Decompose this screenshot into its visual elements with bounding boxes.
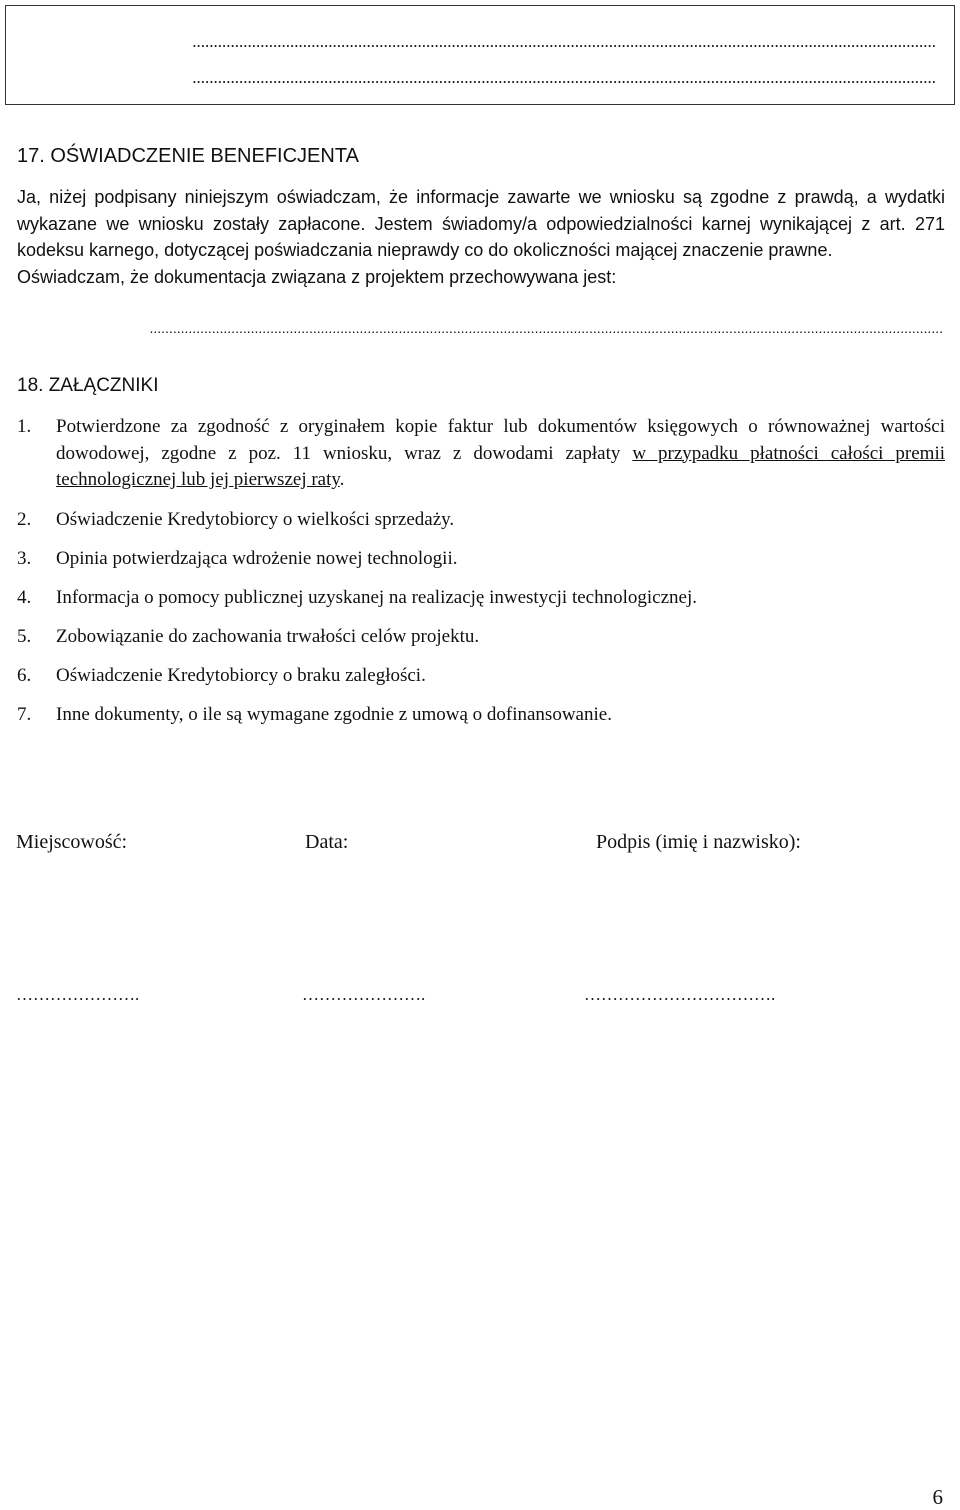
list-item-number: 1.: [17, 416, 32, 437]
dotted-line-2: ...............................................................................................................................................................................: [192, 68, 936, 87]
list-item-number: 4.: [17, 586, 32, 608]
list-item-text: Oświadczenie Kredytobiorcy o wielkości sprzedaży.: [56, 508, 455, 530]
date-label: Data:: [305, 831, 349, 853]
list-item-text: Oświadczenie Kredytobiorcy o braku zaległości.: [56, 664, 426, 686]
dotted-line-1: ...............................................................................................................................................................................: [192, 32, 936, 51]
list-item: [17, 663, 945, 689]
list-item-number: 2.: [17, 508, 32, 530]
page-number: 6: [932, 1485, 943, 1509]
list-item-number: 3.: [17, 547, 32, 569]
list-item-text: Informacja o pomocy publicznej uzyskanej na realizację inwestycji technologicznej.: [56, 586, 697, 608]
date-field: ………………….: [302, 985, 426, 1004]
list-item: [17, 414, 945, 494]
list-item-text: [56, 414, 945, 494]
list-item-number: 7.: [17, 703, 32, 725]
storage-location-dotted-line: ............................................................................................................................................................................................................: [149, 320, 943, 336]
list-item-text: Inne dokumenty, o ile są wymagane zgodnie z umową o dofinansowanie.: [56, 703, 612, 725]
list-item-number: 5.: [17, 625, 32, 647]
list-item-text: Zobowiązanie do zachowania trwałości celów projektu.: [56, 625, 480, 647]
list-item: [17, 624, 945, 650]
list-item-text-plain: Potwierdzone za zgodność z oryginałem kopie faktur lub dokumentów księgowych o równoważnej wartości dowodowej, zgodne z poz. 11 wniosku, wraz z dowodami zapłaty: [56, 416, 945, 464]
list-item: [17, 507, 945, 533]
signature-label: Podpis (imię i nazwisko):: [596, 831, 801, 853]
signature-field: …………………………….: [584, 985, 776, 1004]
list-item-text-end: .: [339, 469, 345, 490]
storage-statement: Oświadczam, że dokumentacja związana z projektem przechowywana jest:: [17, 266, 617, 287]
place-field: ………………….: [16, 985, 140, 1004]
list-item: [17, 585, 945, 611]
list-item-number: 6.: [17, 664, 32, 686]
list-item: [17, 702, 945, 728]
section-18-title: 18. ZAŁĄCZNIKI: [17, 375, 159, 396]
section-17-title: 17. OŚWIADCZENIE BENEFICJENTA: [17, 145, 359, 167]
place-label: Miejscowość:: [16, 831, 128, 853]
section-17-body: [17, 184, 945, 290]
attachments-list: [17, 414, 945, 741]
list-item: [17, 546, 945, 572]
list-item-text-underlined: w przypadku płatności całości premii technologicznej lub jej pierwszej raty: [56, 442, 945, 490]
previous-section-box: [5, 5, 955, 105]
list-item-text: Opinia potwierdzająca wdrożenie nowej technologii.: [56, 547, 458, 569]
declaration-paragraph: Ja, niżej podpisany niniejszym oświadczam, że informacje zawarte we wniosku są zgodne z prawdą, a wydatki wykazane we wniosku zostały zapłacone. Jestem świadomy/a odpowiedzialności karnej wynikającej z art. 271 kodeksu karnego, dotyczącej poświadczania nieprawdy co do okoliczności mającej znaczenie prawne.: [17, 187, 945, 260]
